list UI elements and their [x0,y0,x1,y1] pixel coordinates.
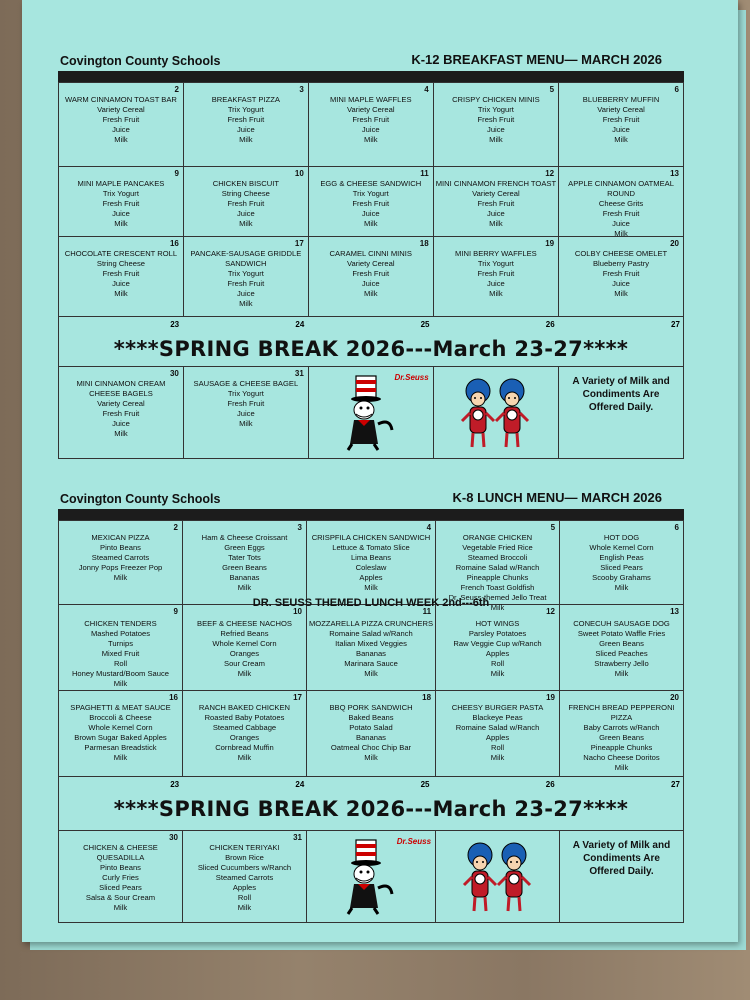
menu-line: Scooby Grahams [592,573,651,582]
theme-week-banner: DR. SEUSS THEMED LUNCH WEEK 2nd---6th [252,597,490,609]
menu-line: Milk [237,753,252,762]
day-cell [559,167,684,237]
lunch-grid [58,520,684,923]
day-cell [434,237,559,317]
menu-line: Romaine Salad w/Ranch [329,629,413,638]
menu-line: Trix Yogurt [227,269,264,278]
menu-line: Apples [232,883,257,892]
menu-line: Variety Cereal [597,105,645,114]
cat-in-the-hat-icon [342,838,400,916]
day-cell [183,605,307,691]
day-number: 20 [670,693,679,702]
menu-line: Variety Cereal [97,105,145,114]
menu-line: MINI BERRY WAFFLES [455,249,537,258]
day-number: 26 [545,780,555,789]
menu-line: Marinara Sauce [344,659,398,668]
menu-line: Fresh Fruit [227,199,265,208]
menu-line: Juice [236,209,255,218]
day-cell [560,521,684,605]
day-number: 31 [294,369,304,378]
menu-line: Juice [487,279,505,288]
spring-break-row [59,317,684,367]
day-cell [184,237,309,317]
menu-line: Juice [236,289,255,298]
menu-line: Milk [364,753,378,762]
menu-line: Milk [490,669,505,678]
menu-line: Milk [614,583,629,592]
day-cell [560,691,684,777]
menu-line: Baby Carrots w/Ranch [583,723,660,732]
day-number: 4 [426,523,432,532]
menu-line: Milk [113,903,128,912]
menu-line: Refried Beans [220,629,269,638]
menu-line: Steamed Broccoli [467,553,528,562]
dr-seuss-art-cell [309,367,434,459]
menu-line: Milk [614,669,629,678]
menu-line: Milk [364,289,378,298]
menu-line: String Cheese [221,189,270,198]
day-cell [184,83,309,167]
menu-line: Fresh Fruit [102,409,140,418]
menu-line: Milk [489,219,503,228]
menu-line: CRISPY CHICKEN MINIS [452,95,540,104]
day-cell [59,83,184,167]
menu-line: Juice [612,125,630,134]
day-number: 19 [546,693,556,702]
menu-line: Juice [112,209,130,218]
menu-line: Milk [239,419,253,428]
menu-line: Strawberry Jello [594,659,649,668]
menu-line: Blackeye Peas [472,713,523,722]
day-cell [183,521,307,605]
lunch-org: Covington County Schools [60,492,221,506]
menu-line: Fresh Fruit [102,115,140,124]
thing-one-thing-two-icon [460,377,532,449]
day-cell [309,237,434,317]
menu-line: Whole Kernel Corn [589,543,654,552]
menu-line: Milk [364,135,378,144]
menu-line: BLUEBERRY MUFFIN [582,95,660,104]
menu-line: Juice [361,279,380,288]
menu-line: Milk [239,135,253,144]
menu-line: Raw Veggie Cup w/Ranch [453,639,542,648]
day-number: 11 [420,169,429,178]
menu-line: Jonny Pops Freezer Pop [78,563,163,572]
menu-line: HOT DOG [603,533,640,542]
day-number: 10 [294,169,304,178]
menu-line: Fresh Fruit [602,269,640,278]
menu-line: Juice [487,209,505,218]
day-cell [559,237,684,317]
menu-line: SAUSAGE & CHEESE BAGEL [193,379,299,388]
menu-line: CRISPFILA CHICKEN SANDWICH [311,533,431,542]
menu-line: Sliced Peaches [595,649,648,658]
menu-line: Milk [364,219,378,228]
day-number: 16 [169,239,179,248]
menu-line: Broccoli & Cheese [89,713,152,722]
day-number: 18 [419,239,429,248]
menu-line: Trix Yogurt [102,189,139,198]
day-cell [59,367,184,459]
menu-line: Fresh Fruit [102,269,140,278]
day-cell [59,831,183,923]
menu-line: Fresh Fruit [477,269,515,278]
menu-line: Salsa & Sour Cream [85,893,156,902]
cat-in-the-hat-icon [342,374,400,452]
menu-line: MINI MAPLE PANCAKES [77,179,165,188]
menu-line: QUESADILLA [96,853,145,862]
menu-line: Juice [361,125,380,134]
menu-line: Milk [114,429,128,438]
menu-line: Milk [364,583,378,592]
day-number: 9 [174,169,179,178]
day-number: 27 [671,320,680,329]
menu-line: Oranges [229,649,260,658]
menu-line: Juice [236,409,255,418]
menu-line: CHICKEN TENDERS [84,619,157,628]
menu-line: Oranges [229,733,260,742]
menu-line: Variety Cereal [346,259,395,268]
menu-line: PIZZA [610,713,633,722]
menu-line: Juice [236,125,255,134]
menu-line: Potato Salad [349,723,393,732]
menu-line: PANCAKE-SAUSAGE GRIDDLE [190,249,302,258]
menu-line: Brown Sugar Baked Apples [74,733,167,742]
menu-line: Milk [113,753,128,762]
menu-line: CHICKEN TERIYAKI [209,843,280,852]
things-art-cell [434,367,559,459]
menu-line: Bananas [229,573,260,582]
menu-line: Milk [114,219,128,228]
menu-line: Fresh Fruit [352,269,390,278]
menu-line: Whole Kernel Corn [212,639,277,648]
menu-line: Mixed Fruit [101,649,140,658]
day-cell [309,167,434,237]
day-number: 30 [169,369,179,378]
menu-line: Pinto Beans [100,543,141,552]
day-number: 25 [420,780,430,789]
day-number: 27 [671,780,680,789]
menu-line: Fresh Fruit [352,115,390,124]
day-number: 25 [420,320,430,329]
day-cell [307,691,436,777]
menu-line: Ham & Cheese Croissant [201,533,288,542]
menu-line: CHICKEN BISCUIT [212,179,279,188]
day-number: 30 [169,833,178,842]
day-cell [183,691,307,777]
menu-line: Fresh Fruit [227,399,265,408]
menu-line: Brown Rice [225,853,264,862]
weekday-header-band [58,509,684,520]
menu-line: Milk [239,219,253,228]
menu-line: FRENCH BREAD PEPPERONI [568,703,675,712]
menu-line: Milk [113,573,128,582]
menu-line: Mashed Potatoes [90,629,151,638]
menu-line: Pinto Beans [100,863,141,872]
menu-line: CHEESE BAGELS [89,389,153,398]
dr-seuss-art-cell [307,831,436,923]
menu-line: Milk [114,289,128,298]
menu-line: Sour Cream [224,659,265,668]
menu-line: Milk [490,603,505,612]
menu-line: Milk [489,135,503,144]
menu-line: Parsley Potatoes [468,629,527,638]
menu-line: Sliced Pears [99,883,142,892]
menu-line: Milk [490,753,505,762]
menu-line: SANDWICH [225,259,267,268]
menu-line: Bananas [356,649,386,658]
menu-line: Oatmeal Choc Chip Bar [330,743,412,752]
menu-line: BBQ PORK SANDWICH [329,703,413,712]
menu-line: CHEESY BURGER PASTA [451,703,544,712]
menu-line: Juice [112,419,130,428]
menu-line: EGG & CHEESE SANDWICH [320,179,422,188]
day-number: 24 [295,780,305,789]
day-number: 9 [173,607,178,616]
menu-line: Trix Yogurt [227,105,264,114]
menu-line: Fresh Fruit [477,115,515,124]
menu-line: Green Beans [599,733,644,742]
menu-line: Variety Cereal [472,189,520,198]
day-number: 23 [170,780,180,789]
menu-line: Dr. Seuss-themed Jello Treat [448,593,547,602]
day-number: 12 [545,169,555,178]
menu-line: Green Beans [599,639,644,648]
day-number: 4 [424,85,429,94]
menu-line: Pineapple Chunks [590,743,653,752]
day-cell [59,691,183,777]
thing-one-thing-two-icon [462,841,534,913]
menu-line: Turnips [107,639,134,648]
day-cell [59,605,183,691]
day-cell [183,831,307,923]
lunch-menu [58,490,684,923]
menu-line: Vegetable Fried Rice [462,543,533,552]
menu-line: Cornbread Muffin [215,743,274,752]
menu-line: Sliced Pears [600,563,643,572]
menu-line: Milk [614,135,628,144]
menu-line: Italian Mixed Veggies [335,639,407,648]
day-number: 26 [545,320,555,329]
day-number: 11 [422,607,432,616]
day-number: 20 [670,239,679,248]
day-cell [559,83,684,167]
menu-line: Steamed Cabbage [212,723,277,732]
menu-line: Juice [112,125,130,134]
day-cell [436,691,560,777]
menu-line: Bananas [356,733,386,742]
menu-line: Parmesan Breadstick [84,743,157,752]
menu-line: CHICKEN & CHEESE [83,843,158,852]
day-cell [59,237,184,317]
menu-line: CHOCOLATE CRESCENT ROLL [64,249,178,258]
menu-line: Steamed Carrots [215,873,274,882]
menu-line: APPLE CINNAMON OATMEAL [568,179,674,188]
menu-line: Juice [361,209,380,218]
day-cell [307,605,436,691]
menu-line: Trix Yogurt [352,189,389,198]
day-cell [434,167,559,237]
menu-line: Green Beans [222,563,267,572]
menu-line: Juice [612,219,630,228]
menu-line: String Cheese [96,259,145,268]
menu-line: Fresh Fruit [602,209,640,218]
menu-line: Fresh Fruit [102,199,140,208]
day-cell [560,605,684,691]
day-number: 12 [546,607,556,616]
menu-line: Fresh Fruit [227,279,265,288]
day-cell [59,167,184,237]
menu-line: Juice [112,279,130,288]
day-number: 17 [294,239,304,248]
menu-line: Coleslaw [355,563,387,572]
milk-condiments-note: A Variety of Milk and Condiments Are Offered Daily. [559,367,684,459]
menu-line: Milk [239,299,253,308]
menu-line: Baked Beans [348,713,394,722]
menu-line: French Toast Goldfish [460,583,535,592]
weekday-header-band [58,71,684,82]
menu-line: Fresh Fruit [227,115,265,124]
menu-line: Variety Cereal [346,105,395,114]
menu-line: Juice [612,279,630,288]
spring-break-banner: ****SPRING BREAK 2026---March 23-27**** [113,797,629,821]
menu-line: ROUND [607,189,635,198]
spring-break-banner: ****SPRING BREAK 2026---March 23-27**** [113,337,629,361]
menu-line: Trix Yogurt [477,105,514,114]
day-number: 5 [549,85,555,94]
menu-line: Variety Cereal [97,399,145,408]
day-number: 24 [295,320,305,329]
day-number: 31 [293,833,302,842]
menu-line: ORANGE CHICKEN [462,533,533,542]
menu-line: Milk [237,903,252,912]
breakfast-org: Covington County Schools [60,54,221,68]
menu-line: Steamed Carrots [91,553,150,562]
menu-line: MINI CINNAMON FRENCH TOAST [435,179,557,188]
menu-line: MINI MAPLE WAFFLES [329,95,412,104]
menu-line: Milk [237,583,252,592]
lunch-title: K-8 LUNCH MENU— MARCH 2026 [452,490,662,505]
menu-line: Milk [614,229,628,238]
day-cell [434,83,559,167]
menu-line: Cheese Grits [598,199,644,208]
menu-line: MEXICAN PIZZA [91,533,150,542]
menu-line: Milk [114,135,128,144]
menu-line: Milk [614,289,628,298]
menu-line: Fresh Fruit [352,199,390,208]
things-art-cell [436,831,560,923]
menu-line: Tater Tots [228,553,261,562]
day-number: 2 [173,523,178,532]
breakfast-menu [58,52,684,459]
day-cell [59,521,183,605]
day-cell [436,605,560,691]
day-number: 13 [670,607,679,616]
menu-line: MINI CINNAMON CREAM [76,379,166,388]
day-number: 6 [674,85,679,94]
menu-line: Milk [237,669,252,678]
menu-line: English Peas [599,553,644,562]
menu-line: Sweet Potato Waffle Fries [577,629,666,638]
menu-line: Pineapple Chunks [466,573,529,582]
day-number: 23 [170,320,180,329]
menu-line: Honey Mustard/Boom Sauce [71,669,170,678]
menu-line: Green Eggs [224,543,265,552]
breakfast-grid [58,82,684,459]
menu-line: BEEF & CHEESE NACHOS [197,619,292,628]
menu-line: Curly Fries [102,873,139,882]
dr-seuss-logo: Dr.Seuss [394,373,429,382]
menu-line: Milk [614,763,629,772]
day-cell [307,521,436,605]
day-number: 6 [674,523,679,532]
spring-break-row [59,777,684,831]
menu-line: COLBY CHEESE OMELET [574,249,668,258]
menu-line: Roll [237,893,252,902]
menu-line: HOT WINGS [475,619,520,628]
menu-line: Trix Yogurt [477,259,514,268]
milk-condiments-note: A Variety of Milk and Condiments Are Offered Daily. [560,831,684,923]
day-cell [184,167,309,237]
menu-line: Lettuce & Tomato Slice [332,543,410,552]
menu-line: Apples [485,733,510,742]
menu-line: Apples [359,573,383,582]
dr-seuss-logo: Dr.Seuss [396,837,432,846]
menu-line: Blueberry Pastry [592,259,650,268]
menu-line: Romaine Salad w/Ranch [455,563,540,572]
menu-line: Fresh Fruit [477,199,515,208]
menu-line: SPAGHETTI & MEAT SAUCE [70,703,171,712]
menu-line: MOZZARELLA PIZZA CRUNCHERS [308,619,434,628]
menu-line: Fresh Fruit [602,115,640,124]
menu-line: Whole Kernel Corn [88,723,153,732]
menu-line: RANCH BAKED CHICKEN [198,703,291,712]
day-number: 17 [293,693,302,702]
menu-line: Sliced Cucumbers w/Ranch [197,863,292,872]
menu-line: Romaine Salad w/Ranch [455,723,540,732]
day-number: 5 [550,523,556,532]
menu-line: CONECUH SAUSAGE DOG [573,619,670,628]
day-number: 19 [545,239,555,248]
breakfast-title: K-12 BREAKFAST MENU— MARCH 2026 [411,52,662,67]
day-number: 2 [174,85,179,94]
menu-line: Roasted Baby Potatoes [204,713,285,722]
day-cell [184,367,309,459]
day-cell [309,83,434,167]
day-number: 3 [299,85,304,94]
menu-line: Milk [113,679,128,688]
menu-line: Roll [490,743,505,752]
menu-line: Milk [364,669,378,678]
menu-line: CARAMEL CINNI MINIS [329,249,412,258]
menu-line: WARM CINNAMON TOAST BAR [64,95,177,104]
day-number: 18 [422,693,432,702]
menu-line: Milk [489,289,503,298]
menu-line: Roll [490,659,505,668]
day-number: 3 [297,523,302,532]
menu-line: Apples [485,649,510,658]
menu-line: Roll [113,659,128,668]
menu-line: Nacho Cheese Doritos [583,753,660,762]
menu-line: BREAKFAST PIZZA [211,95,280,104]
menu-line: Lima Beans [350,553,392,562]
day-number: 10 [293,607,302,616]
menu-line: Trix Yogurt [227,389,264,398]
menu-line: Juice [487,125,505,134]
day-number: 13 [670,169,679,178]
day-number: 16 [169,693,178,702]
